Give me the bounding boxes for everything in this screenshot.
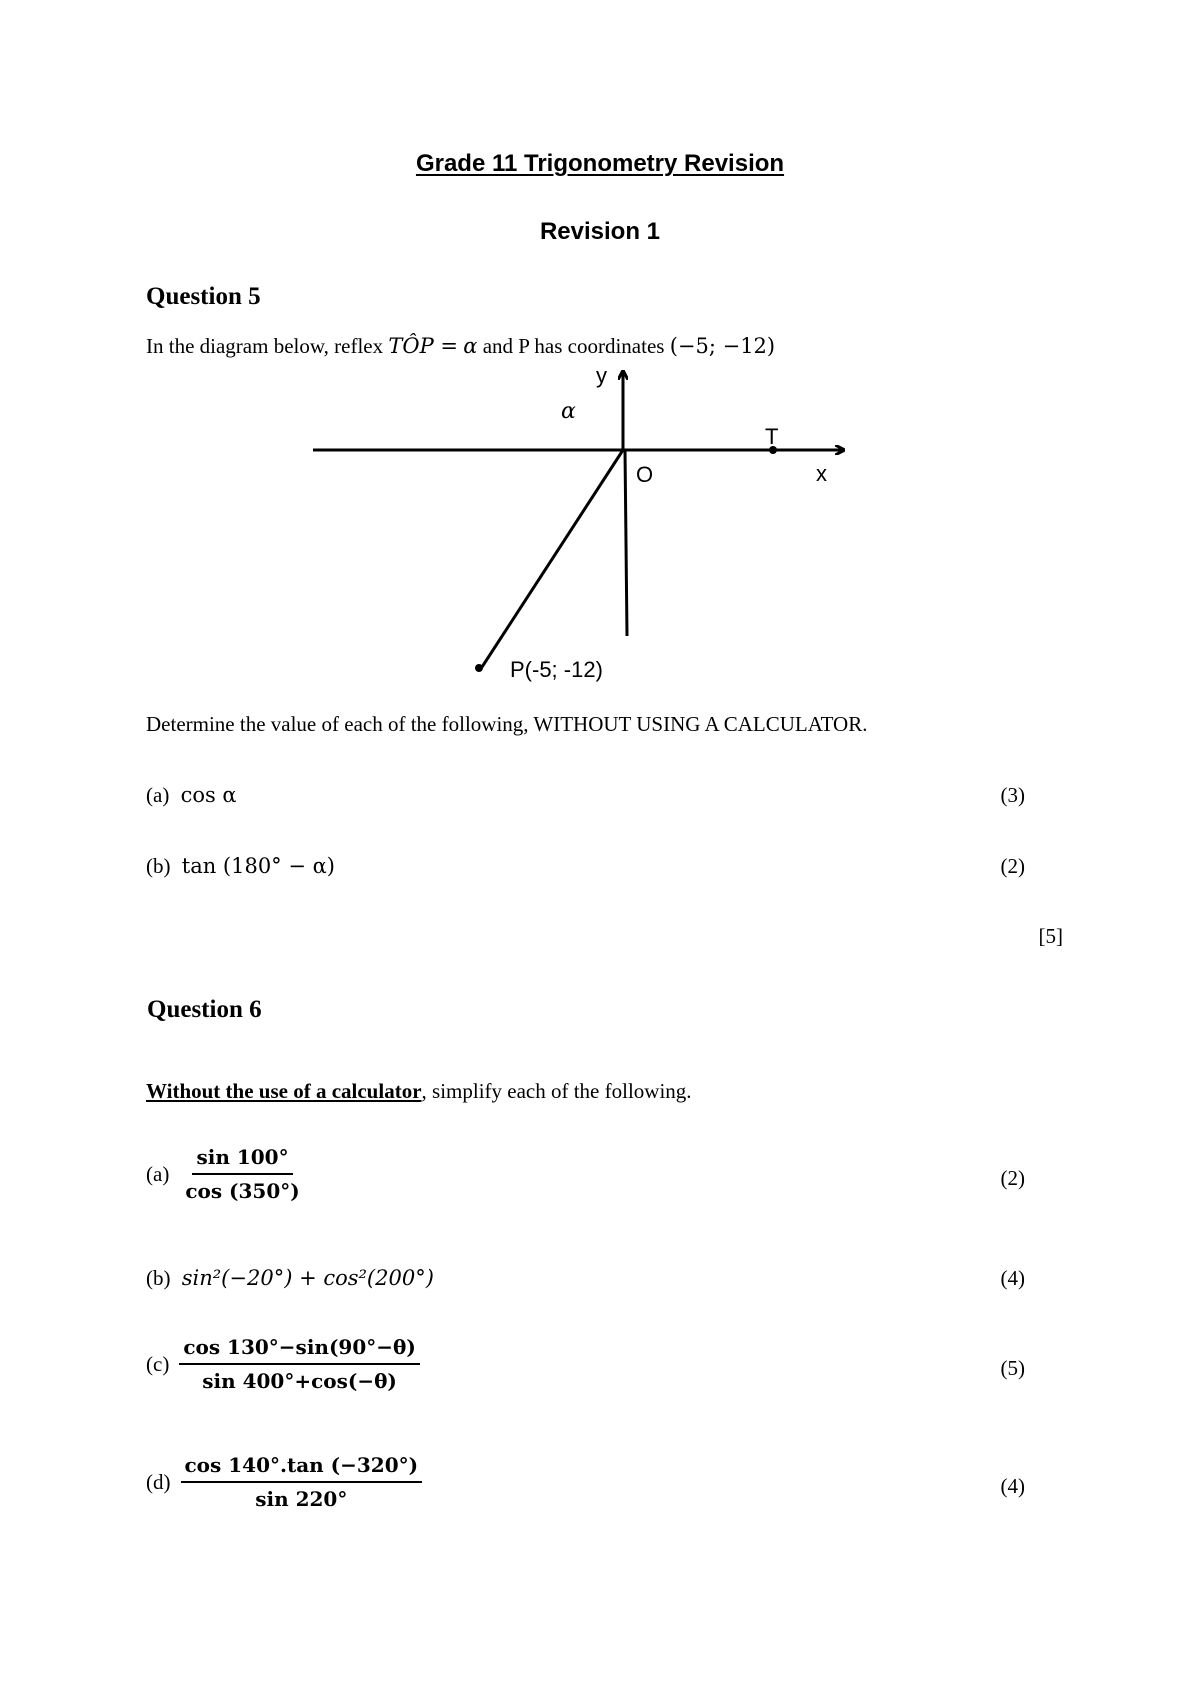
q5-total-marks: [5] — [1038, 924, 1063, 948]
q6-part-d-fraction — [181, 1453, 423, 1511]
p-coordinates: (−5; −12) — [669, 334, 776, 358]
negative-y-axis — [625, 450, 627, 636]
q6-part-c-marks: (5) — [1000, 1356, 1025, 1380]
intro-text-a: In the diagram below, reflex — [146, 334, 384, 358]
q6-part-b-expr: sin²(−20°) + cos²(200°) — [181, 1266, 434, 1290]
alpha-symbol: α — [463, 334, 478, 358]
instruction-bold: Without the use of a calculator — [146, 1079, 422, 1103]
x-label: x — [816, 461, 827, 486]
q6-part-a-denominator: cos (350°) — [185, 1179, 300, 1203]
q6-part-b — [146, 1266, 434, 1291]
q5-part-a-expr: cos α — [180, 783, 237, 807]
q6-part-c-numerator: cos 130°−sin(90°−θ) — [179, 1335, 420, 1365]
question-6-heading: Question 6 — [147, 996, 262, 1023]
t-label: T — [765, 424, 779, 449]
angle-top: TÔP = — [388, 334, 458, 358]
q5-part-b-label: (b) — [146, 854, 171, 878]
q5-part-b-marks: (2) — [1000, 854, 1025, 878]
q6-part-b-label: (b) — [146, 1266, 171, 1290]
q6-part-a-marks: (2) — [1000, 1166, 1025, 1190]
q6-part-a-numerator: sin 100° — [192, 1145, 292, 1175]
q6-part-d — [146, 1453, 422, 1511]
question-6-instruction — [146, 1079, 692, 1104]
q6-part-d-numerator: cos 140°.tan (−320°) — [181, 1453, 423, 1483]
q5-part-a-marks: (3) — [1000, 783, 1025, 807]
q6-part-d-label: (d) — [146, 1469, 171, 1494]
instruction-rest: , simplify each of the following. — [421, 1079, 692, 1103]
ray-op — [482, 450, 623, 667]
q6-part-c-label: (c) — [146, 1351, 170, 1376]
alpha-label: α — [561, 399, 576, 424]
question-5-instruction: Determine the value of each of the following, WITHOUT USING A CALCULATOR. — [146, 712, 868, 736]
origin-label: O — [636, 462, 654, 487]
y-label: y — [596, 363, 607, 388]
q6-part-a — [146, 1145, 304, 1203]
q5-part-b-expr: tan (180° − α) — [181, 854, 336, 878]
q5-part-a — [146, 783, 237, 808]
q6-part-d-marks: (4) — [1000, 1474, 1025, 1498]
intro-text-b: and P has coordinates — [482, 334, 665, 358]
q6-part-b-marks: (4) — [1000, 1266, 1025, 1290]
q5-part-b — [146, 854, 335, 879]
q6-part-a-label: (a) — [146, 1161, 170, 1186]
question-5-heading: Question 5 — [146, 283, 261, 310]
q5-part-a-label: (a) — [146, 783, 170, 807]
page-subtitle: Revision 1 — [539, 218, 661, 245]
point-p — [475, 664, 483, 672]
page-title: Grade 11 Trigonometry Revision — [415, 150, 785, 177]
p-label: P(-5; -12) — [510, 657, 603, 682]
q6-part-a-fraction — [181, 1145, 303, 1203]
q6-part-c-fraction — [179, 1335, 420, 1393]
q6-part-c — [146, 1335, 420, 1393]
q6-part-c-denominator: sin 400°+cos(−θ) — [202, 1369, 397, 1393]
q6-part-d-denominator: sin 220° — [255, 1487, 348, 1511]
